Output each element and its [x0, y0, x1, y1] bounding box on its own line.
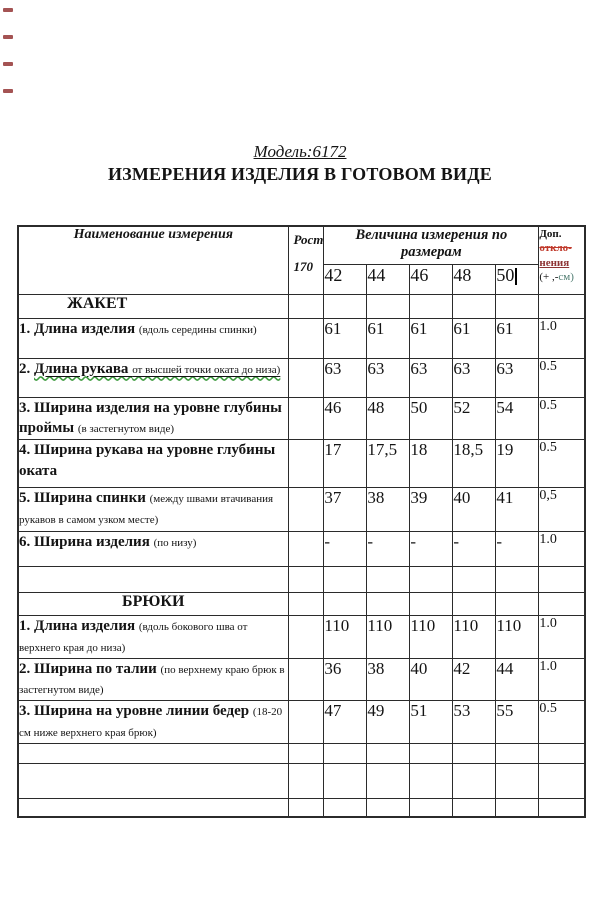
- tolerance-cell: 0.5: [539, 397, 585, 440]
- measurement-label: Длина рукава: [34, 360, 133, 377]
- value-cell: 38: [367, 658, 410, 701]
- empty-row: [18, 763, 585, 798]
- tolerance-column-header: [539, 226, 585, 294]
- tolerance-line1: Доп.: [539, 228, 562, 240]
- size-column-header: 46: [410, 264, 453, 294]
- name-column-header: Наименование измерения: [18, 226, 288, 294]
- value-cell: 61: [367, 318, 410, 358]
- value-cell: 39: [410, 488, 453, 532]
- section-row-jacket: [18, 294, 585, 318]
- value-cell: 63: [410, 358, 453, 397]
- scan-artifact-mark: [3, 62, 13, 66]
- tolerance-cell: 0.5: [539, 358, 585, 397]
- value-cell: 17,5: [367, 440, 410, 488]
- scan-artifact-mark: [3, 8, 13, 12]
- value-cell: 55: [496, 701, 539, 744]
- table-row: [18, 397, 585, 440]
- measurement-note: (в застегнутом виде): [77, 423, 175, 436]
- value-cell: 47: [324, 701, 367, 744]
- scan-artifact-mark: [3, 35, 13, 39]
- table-row: [18, 616, 585, 659]
- size-column-header: 42: [324, 264, 367, 294]
- value-cell: 63: [496, 358, 539, 397]
- measurement-label: 4. Ширина рукава на уровне глубины оката: [19, 442, 276, 479]
- tolerance-cell: 1.0: [539, 616, 585, 659]
- section-title: БРЮКИ: [18, 593, 288, 616]
- table-header-row: [18, 226, 585, 264]
- tolerance-line2: откло-: [539, 242, 572, 255]
- value-cell: 36: [324, 658, 367, 701]
- value-cell: 54: [496, 397, 539, 440]
- value-cell: 40: [410, 658, 453, 701]
- scan-artifact-mark: [3, 89, 13, 93]
- measurement-label: 1. Длина изделия: [19, 618, 139, 635]
- value-cell: -: [367, 532, 410, 567]
- spellcheck-wavy-underline: [34, 360, 280, 377]
- value-cell: -: [324, 532, 367, 567]
- value-cell: 110: [324, 616, 367, 659]
- value-cell: -: [496, 532, 539, 567]
- model-title: Модель:6172: [253, 142, 347, 161]
- height-value: 170: [293, 259, 313, 274]
- height-column-header: [288, 226, 324, 294]
- value-cell: 42: [453, 658, 496, 701]
- measurement-label: 6. Ширина изделия: [19, 534, 154, 551]
- value-cell: 19: [496, 440, 539, 488]
- value-cell: 110: [453, 616, 496, 659]
- size-column-header: 44: [367, 264, 410, 294]
- measurement-note: (вдоль середины спинки): [138, 323, 257, 336]
- text-cursor: [515, 268, 517, 285]
- value-cell: 40: [453, 488, 496, 532]
- value-cell: 18: [410, 440, 453, 488]
- value-cell: 61: [496, 318, 539, 358]
- measurement-note: (вдоль бокового шва от верхнего края до низа): [19, 621, 248, 654]
- document-title: ИЗМЕРЕНИЯ ИЗДЕЛИЯ В ГОТОВОМ ВИДЕ: [107, 163, 493, 184]
- measurement-note: (между швами втачивания рукавов в самом узком месте): [19, 493, 274, 526]
- measurement-note: (18-20 см ниже верхнего края брюк): [19, 706, 283, 740]
- table-row: [18, 318, 585, 358]
- measurement-note: от высшей точки оката до низа): [132, 363, 281, 376]
- value-cell: 48: [367, 397, 410, 440]
- measurement-note: (по низу): [153, 537, 197, 550]
- value-cell: -: [453, 532, 496, 567]
- title-block: [0, 142, 600, 184]
- measurement-label: 1. Длина изделия: [19, 320, 139, 337]
- empty-row: [18, 743, 585, 763]
- value-cell: 50: [410, 397, 453, 440]
- tolerance-cell: 0.5: [539, 440, 585, 488]
- measurements-table: [17, 225, 586, 818]
- value-cell: 17: [324, 440, 367, 488]
- value-cell: 110: [496, 616, 539, 659]
- value-cell: 61: [324, 318, 367, 358]
- size-column-header: 50: [496, 264, 539, 294]
- table-row: [18, 488, 585, 532]
- value-cell: 37: [324, 488, 367, 532]
- measurement-label: 5. Ширина спинки: [19, 490, 150, 507]
- value-cell: -: [410, 532, 453, 567]
- tolerance-cell: 1.0: [539, 318, 585, 358]
- table-row: [18, 532, 585, 567]
- value-cell: 61: [410, 318, 453, 358]
- table-row: [18, 701, 585, 744]
- measurement-label-prefix: 2.: [19, 360, 34, 377]
- section-row-trousers: [18, 593, 585, 616]
- sizes-group-header: Величина измерения по размерам: [324, 226, 539, 264]
- tolerance-line3: нения: [539, 256, 570, 269]
- tolerance-cell: 0.5: [539, 701, 585, 744]
- value-cell: 63: [367, 358, 410, 397]
- table-row: [18, 358, 585, 397]
- measurement-note: (по верхнему краю брюк в застегнутом виде): [19, 663, 285, 697]
- empty-row: [18, 798, 585, 817]
- value-cell: 63: [453, 358, 496, 397]
- tolerance-cell: 1.0: [539, 532, 585, 567]
- section-title: ЖАКЕТ: [18, 294, 288, 318]
- size-column-header: 48: [453, 264, 496, 294]
- value-cell: 18,5: [453, 440, 496, 488]
- height-label: Рост: [293, 232, 324, 247]
- value-cell: 51: [410, 701, 453, 744]
- table-row: [18, 440, 585, 488]
- value-cell: 38: [367, 488, 410, 532]
- value-cell: 61: [453, 318, 496, 358]
- value-cell: 110: [410, 616, 453, 659]
- value-cell: 52: [453, 397, 496, 440]
- tolerance-cell: 0,5: [539, 488, 585, 532]
- value-cell: 63: [324, 358, 367, 397]
- value-cell: 44: [496, 658, 539, 701]
- value-cell: 110: [367, 616, 410, 659]
- table-row: [18, 658, 585, 701]
- value-cell: 53: [453, 701, 496, 744]
- measurement-label: 2. Ширина по талии: [19, 660, 161, 677]
- value-cell: 46: [324, 397, 367, 440]
- tolerance-line4: (+ ,-см): [539, 270, 574, 283]
- value-cell: 41: [496, 488, 539, 532]
- measurement-label: 3. Ширина на уровне линии бедер: [19, 703, 253, 720]
- tolerance-cell: 1.0: [539, 658, 585, 701]
- value-cell: 49: [367, 701, 410, 744]
- measurement-label: 3. Ширина изделия на уровне глубины проймы: [19, 399, 282, 437]
- empty-row: [18, 567, 585, 593]
